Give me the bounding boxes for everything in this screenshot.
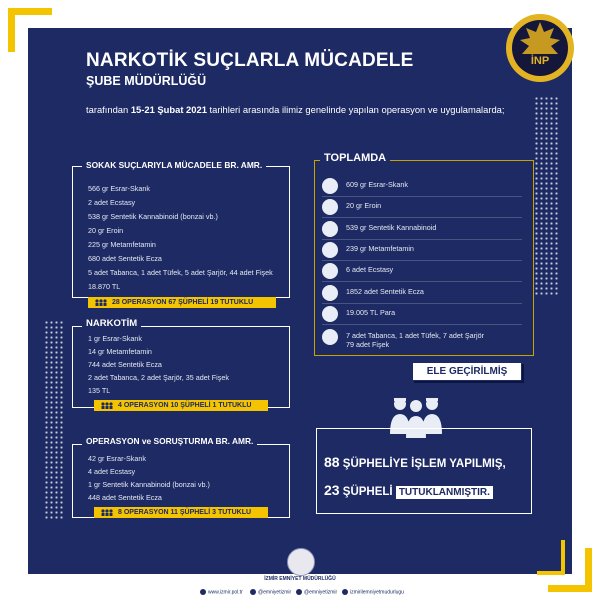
- page-subtitle: ŞUBE MÜDÜRLÜĞÜ: [86, 74, 207, 88]
- ecstasy-icon: [322, 263, 338, 279]
- summary-box: [316, 428, 532, 514]
- footer-link-instagram[interactable]: @emniyetizmir: [296, 589, 337, 595]
- section-item: 18.870 TL: [88, 282, 121, 291]
- totals-item-continued: 79 adet Fişek: [346, 340, 390, 349]
- arrested-tag: TUTUKLANMIŞTIR.: [396, 486, 493, 499]
- footer-link-web[interactable]: www.izmir.pol.tr: [200, 589, 243, 595]
- divider: [322, 196, 522, 197]
- section-item: 566 gr Esrar-Skank: [88, 184, 150, 193]
- section-summary-bar-sokak: [88, 297, 276, 308]
- section-item: 4 adet Ecstasy: [88, 467, 136, 476]
- section-item: 538 gr Sentetik Kannabinoid (bonzai vb.): [88, 212, 218, 221]
- corner-top-left-v: [8, 8, 15, 52]
- people-icon: [100, 509, 114, 516]
- police-seal-logo: [287, 548, 315, 576]
- section-item: 5 adet Tabanca, 1 adet Tüfek, 5 adet Şarjör, 44 adet Fişek: [88, 268, 273, 277]
- powder-icon: [322, 199, 338, 215]
- police-badge-logo: [502, 10, 578, 86]
- divider: [322, 217, 522, 218]
- money-icon: [322, 306, 338, 322]
- section-item: 2 adet Tabanca, 2 adet Şarjör, 35 adet Fişek: [88, 373, 229, 382]
- section-item: 2 adet Ecstasy: [88, 198, 136, 207]
- footer-link-twitter[interactable]: @emniyetizmir: [250, 589, 291, 595]
- section-summary-text: 28 OPERASYON 67 ŞÜPHELİ 19 TUTUKLU: [112, 299, 254, 306]
- leaf-icon: [322, 178, 338, 194]
- bottle-icon: [322, 285, 338, 301]
- globe-icon: [200, 589, 206, 595]
- section-summary-text: 4 OPERASYON 10 ŞÜPHELİ 1 TUTUKLU: [118, 402, 252, 409]
- section-summary-bar-operasyon: [94, 507, 268, 518]
- corner-bottom-right-inner-v: [561, 540, 565, 575]
- section-item: 744 adet Sentetik Ecza: [88, 360, 162, 369]
- crystal-icon: [322, 242, 338, 258]
- seized-label: ELE GEÇİRİLMİŞ: [412, 362, 522, 381]
- decorative-dots-bottom: [44, 320, 64, 520]
- footer-link-facebook[interactable]: izmirilemniyetmudurlugu: [342, 589, 404, 595]
- gun-icon: [322, 329, 338, 345]
- footer-org-name: İZMİR EMNİYET MÜDÜRLÜĞÜ: [264, 576, 336, 582]
- divider: [322, 239, 522, 240]
- intro-text: tarafından 15-21 Şubat 2021 tarihleri arasında ilimiz genelinde yapılan operasyon ve uygulamalarda;: [86, 104, 505, 115]
- divider: [322, 303, 522, 304]
- summary-line-1: 88 ŞÜPHELİYE İŞLEM YAPILMIŞ,: [324, 454, 506, 470]
- summary-line-2: 23 ŞÜPHELİ TUTUKLANMIŞTIR.: [324, 482, 493, 498]
- corner-bottom-right-v: [585, 548, 592, 592]
- page-title: NARKOTİK SUÇLARLA MÜCADELE: [86, 50, 414, 71]
- section-item: 14 gr Metamfetamin: [88, 347, 152, 356]
- decorative-dots-top: [534, 96, 558, 296]
- section-item: 1 gr Esrar-Skank: [88, 334, 142, 343]
- badge-label: İNP: [530, 55, 550, 67]
- section-item: 680 adet Sentetik Ecza: [88, 254, 162, 263]
- section-summary-text: 8 OPERASYON 11 ŞÜPHELİ 3 TUTUKLU: [118, 509, 252, 516]
- section-title-narkotim: NARKOTİM: [82, 318, 141, 329]
- totals-title: TOPLAMDA: [320, 152, 390, 164]
- twitter-icon: [250, 589, 256, 595]
- people-icon: [100, 402, 114, 409]
- people-icon: [94, 299, 108, 306]
- section-item: 225 gr Metamfetamin: [88, 240, 156, 249]
- facebook-icon: [342, 589, 348, 595]
- section-item: 135 TL: [88, 386, 111, 395]
- section-item: 42 gr Esrar-Skank: [88, 454, 146, 463]
- section-title-operasyon: OPERASYON ve SORUŞTURMA BR. AMR.: [82, 436, 257, 446]
- divider: [322, 324, 522, 325]
- section-item: 448 adet Sentetik Ecza: [88, 493, 162, 502]
- section-title-sokak: SOKAK SUÇLARIYLA MÜCADELE BR. AMR.: [82, 160, 266, 170]
- section-summary-bar-narkotim: [94, 400, 268, 411]
- pills-icon: [322, 221, 338, 237]
- section-item: 20 gr Eroin: [88, 226, 124, 235]
- divider: [322, 281, 522, 282]
- totals-box: [314, 160, 534, 356]
- instagram-icon: [296, 589, 302, 595]
- section-item: 1 gr Sentetik Kannabinoid (bonzai vb.): [88, 480, 210, 489]
- divider: [322, 260, 522, 261]
